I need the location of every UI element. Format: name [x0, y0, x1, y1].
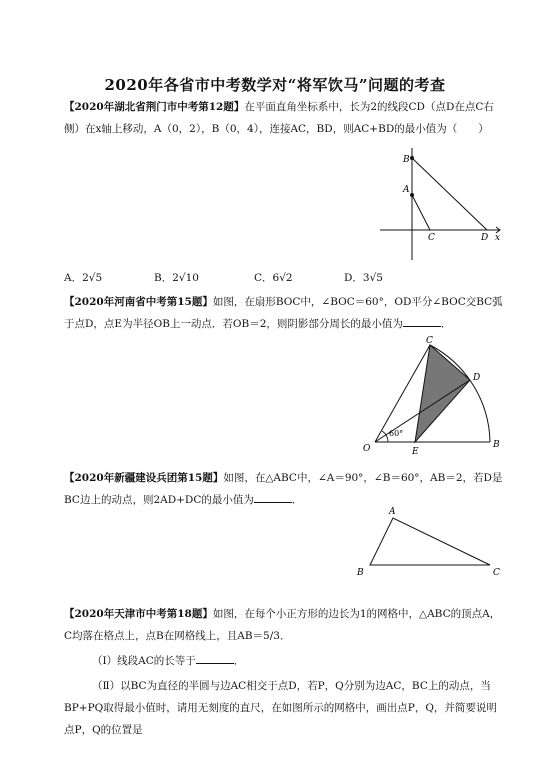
question-4	[64, 603, 504, 647]
question-2-tail: ．	[440, 318, 452, 330]
label-b: B	[357, 568, 364, 578]
label-a: A	[389, 507, 396, 517]
part-2-text: （Ⅱ）以BC为直径的半圆与边AC相交于点D，若P，Q分别为边AC，BC上的动点，当BP+PQ取得最小值时，请用无刻度的直尺，在如图所示的网格中，画出点P，Q，并简要说明点P，Q的位置是	[64, 680, 497, 736]
page-title: 2020年各省市中考数学对“将军饮马”问题的考查	[104, 76, 446, 94]
question-2-figure	[360, 335, 510, 460]
label-a: A	[403, 185, 410, 195]
part-1-text: （Ⅰ）线段AC的长等于	[92, 655, 196, 667]
point-a	[410, 193, 414, 197]
point-b	[410, 156, 414, 160]
question-4-source: 【2020年天津市中考第18题】	[64, 608, 213, 620]
answer-blank	[196, 651, 234, 664]
label-c: C	[426, 336, 433, 346]
answer-blank	[403, 314, 441, 327]
question-3-tail: ．	[291, 494, 303, 506]
label-b: B	[493, 440, 500, 450]
question-2	[64, 291, 504, 335]
question-1-figure	[380, 140, 510, 265]
label-c: C	[493, 568, 500, 578]
question-3-text: 如图，在△ABC中，∠A＝90°，∠B＝60°，AB＝2，若D是BC边上的动点，则2AD+DC的最小值为	[64, 472, 503, 506]
label-x: x	[495, 233, 501, 243]
question-4-part-2	[64, 675, 504, 741]
question-4-text: 如图，在每个小正方形的边长为1的网格中，△ABC的顶点A，C均落在格点上，点B在网格线上，且AB＝5/3．	[64, 608, 501, 642]
question-3-figure	[355, 505, 515, 580]
part-1-tail: ．	[233, 655, 245, 667]
label-d: D	[473, 373, 481, 383]
question-4-part-1	[64, 650, 504, 672]
question-2-text: 如图，在扇形BOC中，∠BOC＝60°，OD平分∠BOC交BC弧于点D，点E为半径OB上一动点．若OB＝2，则阴影部分周长的最小值为	[64, 296, 503, 330]
question-2-source: 【2020年河南省中考第15题】	[64, 296, 213, 308]
choice-b: B．2√10	[154, 272, 199, 284]
choice-a: A．2√5	[64, 272, 103, 284]
label-b: B	[403, 155, 410, 165]
label-c: C	[428, 233, 435, 243]
label-d: D	[481, 233, 489, 243]
question-1	[64, 96, 504, 140]
label-o: O	[363, 444, 371, 454]
question-1-text: 在平面直角坐标系中，长为2的线段CD（点D在点C右侧）在x轴上移动，A（0，2），B（0，4），连接AC，BD，则AC+BD的最小值为（ ）	[64, 101, 494, 135]
choice-c: C．6√2	[254, 272, 293, 284]
answer-blank	[254, 490, 292, 503]
question-3-source: 【2020年新疆建设兵团第15题】	[64, 472, 224, 484]
question-1-source: 【2020年湖北省荆门市中考第12题】	[64, 101, 245, 113]
angle-label: 60°	[389, 429, 404, 438]
label-e: E	[412, 447, 419, 457]
choice-d: D．3√5	[344, 272, 383, 284]
